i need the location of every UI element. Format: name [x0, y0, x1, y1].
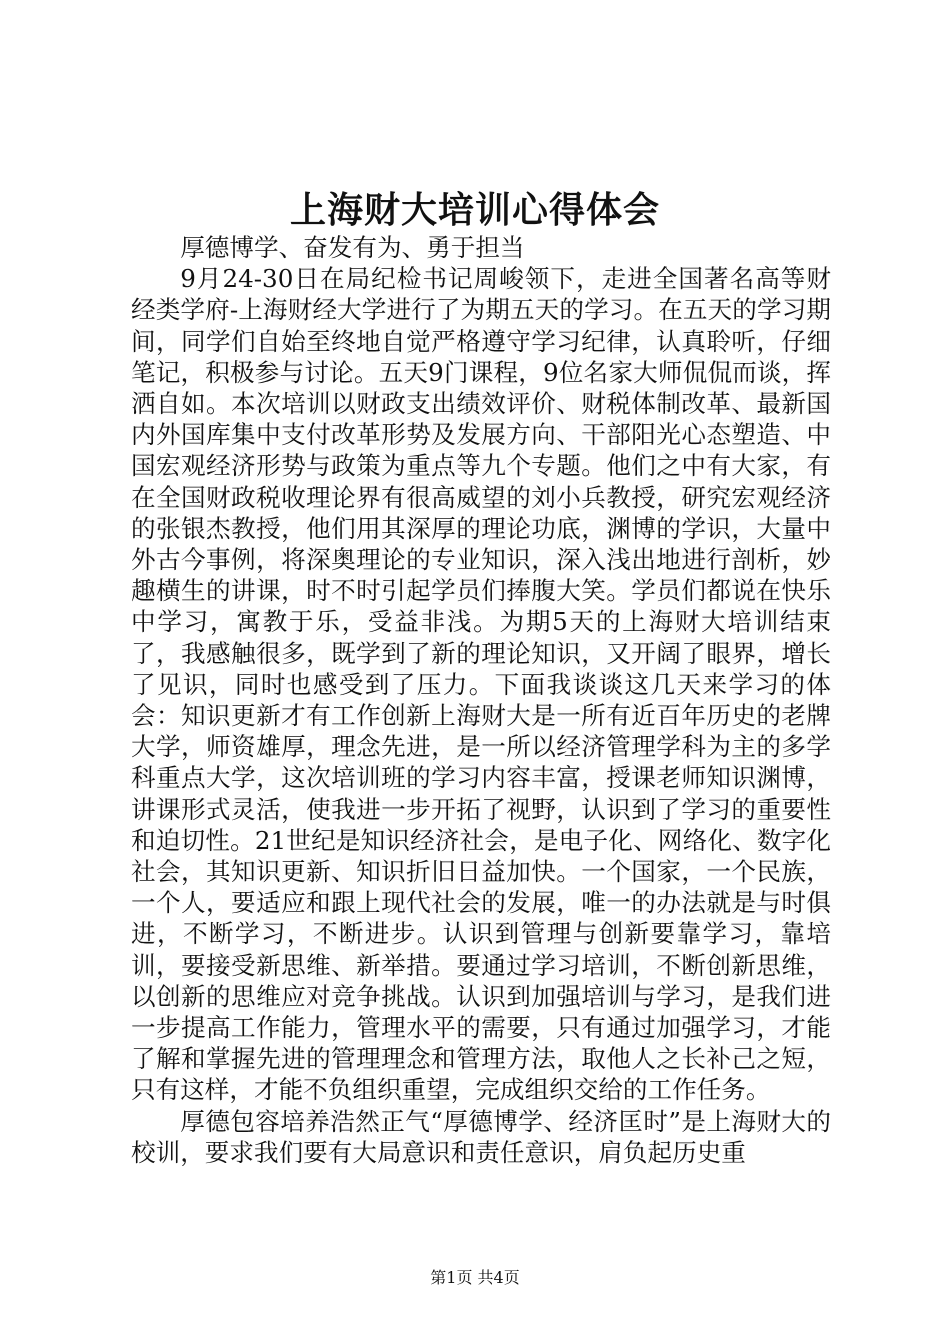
document-body [131, 232, 831, 1168]
document-title: 上海财大培训心得体会 [289, 189, 660, 231]
paragraph-main: 9月24-30日在局纪检书记周峻领下，走进全国著名高等财经类学府-上海财经大学进行了为期五天的学习。在五天的学习期间，同学们自始至终地自觉严格遵守学习纪律，认真聆听，仔细笔记，积极参与讨论。五天9门课程，9位名家大师侃侃而谈，挥洒自如。本次培训以财政支出绩效评价、财税体制改革、最新国内外国库集中支付改革形势及发展方向、干部阳光心态塑造、中国宏观经济形势与政策为重点等九个专题。他们之中有大家，有在全国财政税收理论界有很高威望的刘小兵教授，研究宏观经济的张银杰教授，他们用其深厚的理论功底，渊博的学识，大量中外古今事例，将深奥理论的专业知识，深入浅出地进行剖析，妙趣横生的讲课，时不时引起学员们捧腹大笑。学员们都说在快乐中学习，寓教于乐，受益非浅。为期5天的上海财大培训结束了，我感触很多，既学到了新的理论知识，又开阔了眼界，增长了见识，同时也感受到了压力。下面我谈谈这几天来学习的体会：知识更新才有工作创新上海财大是一所有近百年历史的老牌大学，师资雄厚，理念先进，是一所以经济管理学科为主的多学科重点大学，这次培训班的学习内容丰富，授课老师知识渊博，讲课形式灵活，使我进一步开拓了视野，认识到了学习的重要性和迫切性。21世纪是知识经济社会，是电子化、网络化、数字化社会，其知识更新、知识折旧日益加快。一个国家，一个民族，一个人，要适应和跟上现代社会的发展，唯一的办法就是与时俱进，不断学习，不断进步。认识到管理与创新要靠学习，靠培训，要接受新思维、新举措。要通过学习培训，不断创新思维，以创新的思维应对竞争挑战。认识到加强培训与学习，是我们进一步提高工作能力，管理水平的需要，只有通过加强学习，才能了解和掌握先进的管理理念和管理方法，取他人之长补己之短，只有这样，才能不负组织重望，完成组织交给的工作任务。 [131, 264, 831, 1105]
paragraph-subtitle: 厚德博学、奋发有为、勇于担当 [180, 233, 525, 262]
paragraph-continued: 厚德包容培养浩然正气“厚德博学、经济匡时”是上海财大的校训，要求我们要有大局意识和责任意识，肩负起历史重 [131, 1106, 831, 1167]
page-number-footer: 第1页 共4页 [430, 1268, 520, 1287]
